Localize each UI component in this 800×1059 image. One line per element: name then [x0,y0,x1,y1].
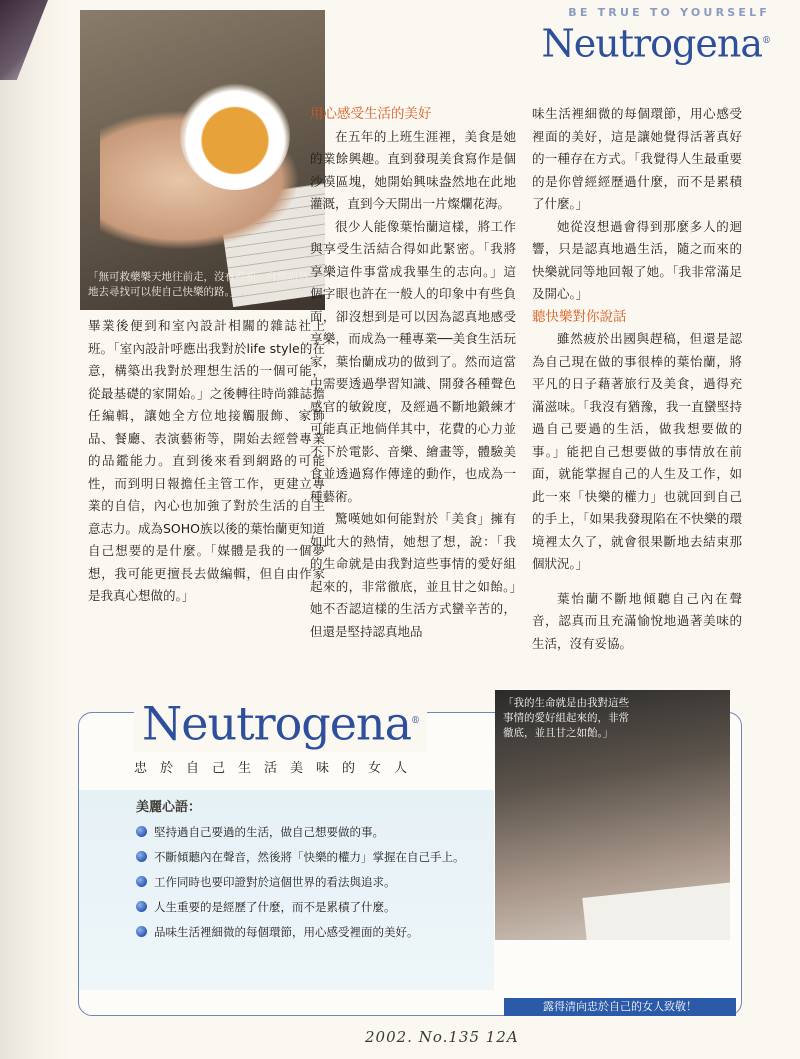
tea-cup-image [180,80,290,190]
tip-item: 不斷傾聽內在聲音，然後將「快樂的權力」掌握在自己手上。 [136,847,481,867]
article-paragraph: 她從沒想過會得到那麼多人的迴響，只是認真地過生活，隨之而來的快樂就同等地回報了她。「我非常滿足及開心。」 [532,218,742,301]
box-brand-logo: Neutrogena® [134,692,427,752]
article-paragraph: 葉怡蘭不斷地傾聽自己內在聲音，認真而且充滿愉悅地過著美味的生活，沒有妥協。 [532,590,742,651]
tea-cup-photo [80,10,325,310]
tips-list [136,822,481,947]
tip-item: 人生重要的是經歷了什麼，而不是累積了什麼。 [136,897,481,917]
brand-header [510,6,770,66]
article-paragraph: 在五年的上班生涯裡，美食是她的業餘興趣。直到發現美食寫作是個沙漠區塊，她開始興味盎然地在此地灌溉，直到今天開出一片燦爛花海。 [310,128,516,211]
notepad-image [582,882,730,940]
page-edge [0,0,70,1059]
article-column-left [88,315,325,608]
article-paragraph: 雖然疲於出國與趕稿，但還是認為自己現在做的事很棒的葉怡蘭，將平凡的日子藉著旅行及美食，過得充滿滋味。「我沒有猶豫，我一直蠻堅持過自己要過的生活，做我想要做的事。」能把自己想要做的事情放在前面，就能掌握自己的人生及工作，如此一來「快樂的權力」也就回到自己的手上，「如果我發現陷在不快樂的環境裡太久了，就會很果斷地去結束那個狀況。」 [532,331,742,571]
photo-caption: 「我的生命就是由我對這些事情的愛好組起來的，非常徹底，並且甘之如飴。」 [503,697,629,739]
brand-tagline: BE TRUE TO YOURSELF [568,6,770,19]
article-paragraph: 驚嘆她如何能對於「美食」擁有如此大的熱情，她想了想，說：「我的生命就是由我對這些事情的愛好組起來的，非常徹底，並且甘之如飴。」她不否認這樣的生活方式蠻辛苦的，但還是堅持認真地品 [310,511,516,639]
tribute-banner: 露得清向忠於自己的女人致敬！ [504,998,736,1016]
article-paragraph: 味生活裡細微的每個環節，用心感受裡面的美好，這是讓她覺得活著真好的一種存在方式。「我覺得人生最重要的是你曾經經歷過什麼，而不是累積了什麼。」 [532,106,742,211]
article-paragraph: 畢業後便到和室內設計相關的雜誌社上班。「室內設計呼應出我對於life style的在意，構築出我對於理想生活的一個可能，從最基礎的家開始。」之後轉往時尚雜誌擔任編輯，讓她全方位地接觸服飾、家飾品、餐廳、表演藝術等，開始去經營專業的品鑑能力。直到後來看到網路的可能性，而到明日報擔任主管工作，更建立專業的自信，內心也加強了對於生活的自主意志力。成為SOHO族以後的葉怡蘭更知道自己想要的是什麼。「媒體是我的一個夢想，我可能更擅長去做編輯，但自由作家是我真心想做的。」 [88,318,326,603]
tip-item: 堅持過自己要過的生活，做自己想要做的事。 [136,822,481,842]
brand-logo: Neutrogena® [541,21,770,66]
handwritten-issue-note: 2002. No.135 12A [365,1028,519,1046]
photo-caption: 「無可救藥樂天地往前走，沒有停頓。自然而然地去尋找可以使自己快樂的路。」 [88,271,309,298]
tips-title: 美麗心語： [136,800,202,815]
tip-item: 品味生活裡細微的每個環節，用心感受裡面的美好。 [136,922,481,942]
article-paragraph: 很少人能像葉怡蘭這樣，將工作與享受生活結合得如此緊密。「我將享樂這件事當成我畢生的志向。」這個字眼也許在一般人的印象中有些負面，卻沒想到是可以因為認真地感受享樂，而成為一種專業──美食生活玩家，葉怡蘭成功的做到了。然而這當中需要透過學習知識、開發各種聲色感官的敏銳度，及經過不斷地鍛練才可能真正地倘佯其中，花費的心力並不下於電影、音樂、繪畫等，體驗美食並透過寫作傳達的動作，也成為一種藝術。 [310,218,516,504]
article-column-middle [310,103,516,643]
section-heading: 聽快樂對你說話 [532,308,627,325]
writing-woman-photo [495,690,730,940]
box-subtitle: 忠於自己生活美味的女人 [134,761,421,776]
article-column-right [532,103,742,655]
section-heading: 用心感受生活的美好 [310,106,432,122]
tip-item: 工作同時也要印證對於這個世界的看法與追求。 [136,872,481,892]
